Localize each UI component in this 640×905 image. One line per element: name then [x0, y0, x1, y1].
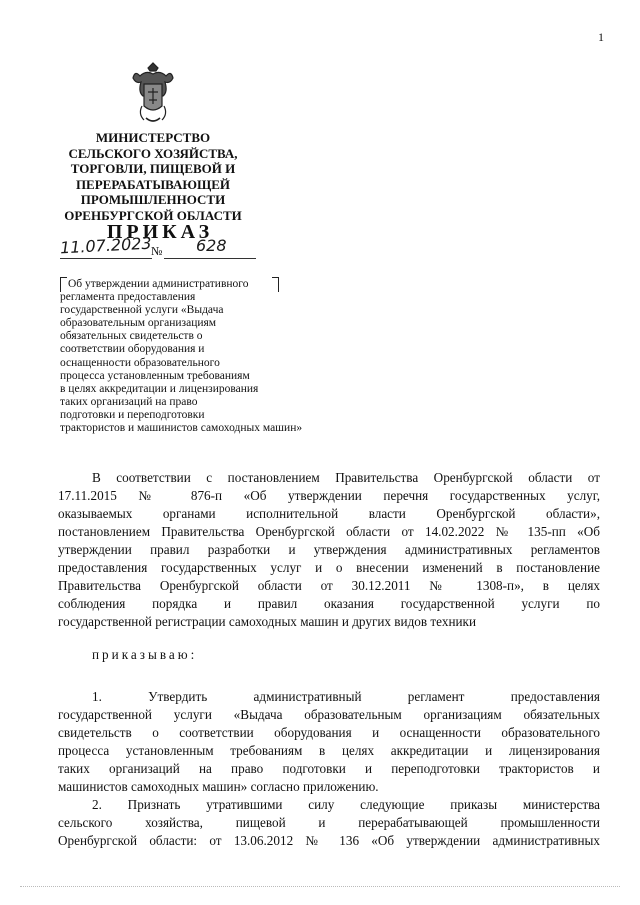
subject-line: в целях аккредитации и лицензирования [60, 382, 259, 395]
page-bottom-edge [20, 886, 620, 887]
subject-line: подготовки и переподготовки [60, 408, 205, 421]
ministry-line: ПРОМЫШЛЕННОСТИ [80, 192, 226, 207]
subject-line: Об утверждении административного [68, 278, 249, 290]
ministry-name [40, 130, 266, 223]
ministry-line: ПЕРЕРАБАТЫВАЮЩЕЙ [75, 176, 231, 192]
body-line: таких организаций на право подготовки и переподготовки трактористов и [58, 761, 600, 776]
body-line: оказываемых органами исполнительной власти Оренбургской области», [58, 506, 600, 521]
order-directive: приказываю: [92, 647, 198, 662]
body-line: Оренбургской области: от 13.06.2012 № 136 «Об утверждении административных [58, 833, 600, 848]
ministry-line: ОРЕНБУРГСКОЙ ОБЛАСТИ [64, 207, 242, 223]
ministry-line: МИНИСТЕРСТВО [95, 130, 211, 145]
page-number: 1 [598, 30, 604, 44]
order-number-label: № [151, 244, 163, 258]
subject-line: оснащенности образовательного [60, 356, 220, 369]
body-line: государственной услуги «Выдача образовательным организациям обязательных [58, 707, 600, 722]
body-line: 17.11.2015 № 876-п «Об утверждении перечня государственных услуг, [58, 488, 600, 503]
subject-line: государственной услуги «Выдача [60, 304, 224, 317]
subject-line: процесса установленным требованиям [60, 369, 250, 382]
body-line: машинистов самоходных машин» согласно приложению. [58, 779, 379, 794]
number-underline [164, 258, 256, 259]
subject-line: обязательных свидетельств о [60, 330, 203, 343]
subject-line: таких организаций на право [60, 395, 198, 408]
body-line: утверждении правил разработки и утверждения административных регламентов [58, 542, 600, 557]
body-line: Правительства Оренбургской области от 30.12.2011 № 1308-п», в целях [58, 578, 600, 593]
body-line: предоставления государственных услуг и о внесении изменений в постановление [58, 560, 600, 575]
ministry-line: ТОРГОВЛИ, ПИЩЕВОЙ И [70, 161, 236, 176]
order-title: ПРИКАЗ [106, 221, 214, 243]
body-line: свидетельств о соответствии оборудования и оснащенности образовательного [58, 725, 600, 740]
body-line: постановлением Правительства Оренбургской области от 14.02.2022 № 135-пп «Об [58, 524, 600, 539]
subject-line: соответствии оборудования и [60, 343, 205, 356]
body-line: государственной регистрации самоходных машин и других видов техники [58, 614, 477, 629]
date-underline [60, 258, 152, 259]
coat-of-arms-icon [132, 62, 174, 126]
body-line: 2. Признать утратившими силу следующие приказы министерства [92, 797, 600, 812]
body-line: 1. Утвердить административный регламент предоставления [92, 689, 600, 704]
subject-line: регламента предоставления [60, 291, 196, 304]
subject-line: образовательным организациям [60, 317, 217, 330]
body-line: процесса установленным требованиям в целях аккредитации и лицензирования [58, 743, 600, 758]
body-line: В соответствии с постановлением Правительства Оренбургской области от [92, 470, 600, 485]
subject-line: трактористов и машинистов самоходных машин» [60, 422, 303, 435]
body-line: соблюдения порядка и правил оказания государственной услуги по [58, 596, 600, 611]
body-line: сельского хозяйства, пищевой и перерабатывающей промышленности [58, 815, 600, 830]
order-subject [60, 278, 360, 435]
order-number: 628 [196, 236, 227, 255]
order-date: 11.07.2023 [59, 233, 153, 258]
ministry-line: СЕЛЬСКОГО ХОЗЯЙСТВА, [68, 145, 238, 161]
